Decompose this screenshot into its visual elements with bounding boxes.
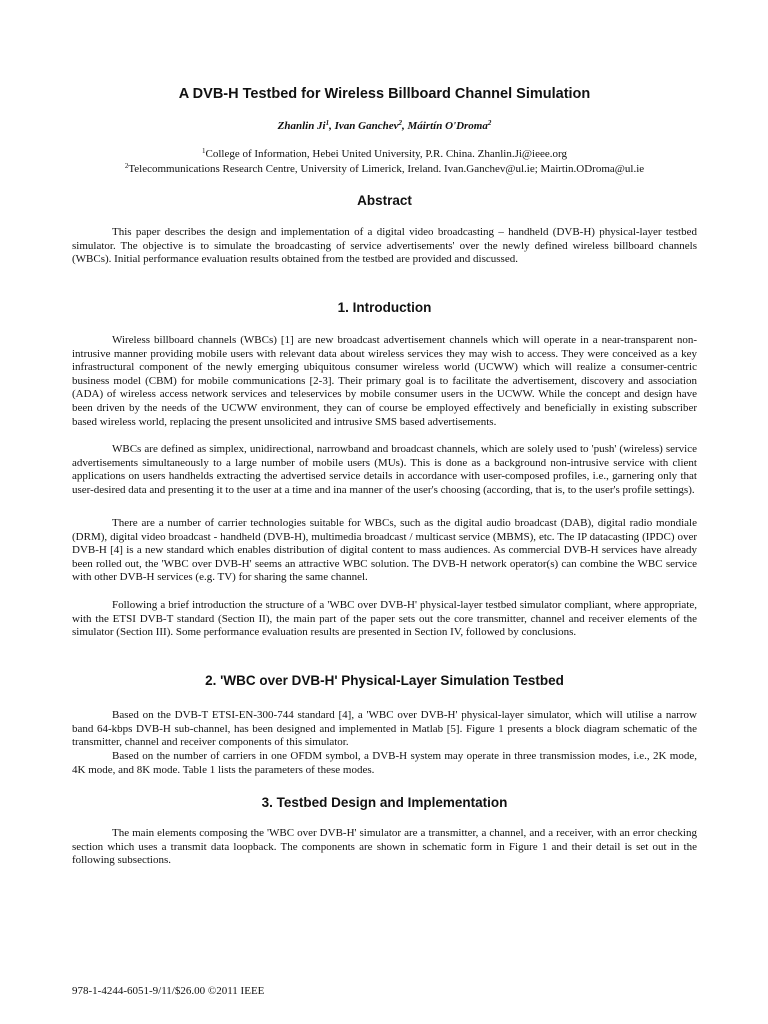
affiliation-text: Telecommunications Research Centre, University of Limerick, Ireland. Ivan.Ganchev@ul.ie; Mairtin.ODroma@ul.ie xyxy=(128,163,645,175)
abstract-heading: Abstract xyxy=(357,193,412,208)
paragraph: Wireless billboard channels (WBCs) [1] are new broadcast advertisement channels which will operate in a near-transparent non-intrusive manner providing mobile users with relevant data about wireless services they may wish to access. They were conceived as a key infrastructural component of the newly emerging ubiquitous consumer wireless world (UCWW) which will realize a consumer-centric business model (CBM) for mobile communications [2-3]. Their primary goal is to facilitate the advertisement, discovery and association (ADA) of wireless access network services and teleservices by mobile consumer users in the UCWW. While the concept and design have been driven by the needs of the UCWW environment, they can of course be employed effectively and beneficially in existing subscriber based wireless world, replacing the present unsolicited and intrusive SMS based advertisements. xyxy=(72,334,697,428)
author-name: Ivan Ganchev xyxy=(334,120,399,132)
section-heading: 3. Testbed Design and Implementation xyxy=(261,795,508,810)
affiliation-1 xyxy=(72,148,697,160)
affiliation-sup: 2 xyxy=(124,162,129,170)
section-heading: 1. Introduction xyxy=(337,300,432,315)
author-line: Zhanlin Ji$^1$, Ivan Ganchev$^2$, Máirtín O'Droma$^2$ xyxy=(277,119,492,132)
paragraph: Based on the number of carriers in one OFDM symbol, a DVB-H system may operate in three transmission modes, i.e., 2K mode, 4K mode, and 8K mode. Table 1 lists the parameters of these modes. xyxy=(72,750,697,776)
footer-copyright: 978-1-4244-6051-9/11/$26.00 ©2011 IEEE xyxy=(72,985,265,997)
author-sup: 2 xyxy=(487,119,492,127)
paragraph: Based on the DVB-T ETSI-EN-300-744 standard [4], a 'WBC over DVB-H' physical-layer simulator, which will utilise a narrow band 64-kbps DVB-H sub-channel, has been designed and implemented in Matlab [5]. Figure 1 presents a block diagram schematic of the transmitter, channel and receiver components of this simulator. xyxy=(72,709,697,749)
abstract-text: This paper describes the design and implementation of a digital video broadcasting – handheld (DVB-H) physical-layer testbed simulator. The objective is to simulate the broadcasting of service advertisements' over the newly defined wireless billboard channels (WBCs). Initial performance evaluation results obtained from the testbed are provided and discussed. xyxy=(72,226,697,266)
author-sup: 1 xyxy=(325,119,330,127)
paper-title: A DVB-H Testbed for Wireless Billboard Channel Simulation xyxy=(178,86,591,102)
paragraph: There are a number of carrier technologies suitable for WBCs, such as the digital audio broadcast (DAB), digital radio mondiale (DRM), digital video broadcast - handheld (DVB-H), multimedia broadcast / multicast service (MBMS), etc. The IP datacasting (IPDC) over DVB-H [4] is a new standard which enables distribution of digital content to mass audiences. As commercial DVB-H services have already been rolled out, the 'WBC over DVB-H' seems an attractive WBC solution. The DVB-H network operator(s) can combine the WBC service with other DVB-H services (e.g. TV) for sharing the same channel. xyxy=(72,517,697,584)
affiliation-text: College of Information, Hebei United University, P.R. China. Zhanlin.Ji@ieee.org xyxy=(205,148,567,160)
author-name: Zhanlin Ji xyxy=(277,120,326,132)
affiliation-sup: 1 xyxy=(202,147,206,155)
paragraph: The main elements composing the 'WBC over DVB-H' simulator are a transmitter, a channel, and a receiver, with an error checking section which uses a transmit data loopback. The components are shown in schematic form in Figure 1 and their detail is set out in the following subsections. xyxy=(72,827,697,867)
author-sup: 2 xyxy=(398,119,402,127)
affiliation-2 xyxy=(72,163,697,175)
paragraph: WBCs are defined as simplex, unidirectional, narrowband and broadcast channels, which are solely used to 'push' (wireless) service advertisements simultaneously to a large number of mobile users (MUs). This is done as a background non-intrusive service with client applications on users handhelds extracting the advertised service details in accordance with user-composed profiles, i.e., garnering only that user-desired data and presenting it to the user at a time and ina manner of the user's choosing (according, that is, to the user's profile settings). xyxy=(72,443,697,496)
author-name: Máirtín O'Droma xyxy=(407,120,488,132)
section-heading: 2. 'WBC over DVB-H' Physical-Layer Simulation Testbed xyxy=(205,673,564,688)
paragraph: Following a brief introduction the structure of a 'WBC over DVB-H' physical-layer testbed simulator compliant, where appropriate, with the ETSI DVB-T standard (Section II), the main part of the paper sets out the core transmitter, channel and receiver elements of the simulator (Section III). Some performance evaluation results are presented in Section IV, followed by conclusions. xyxy=(72,599,697,639)
